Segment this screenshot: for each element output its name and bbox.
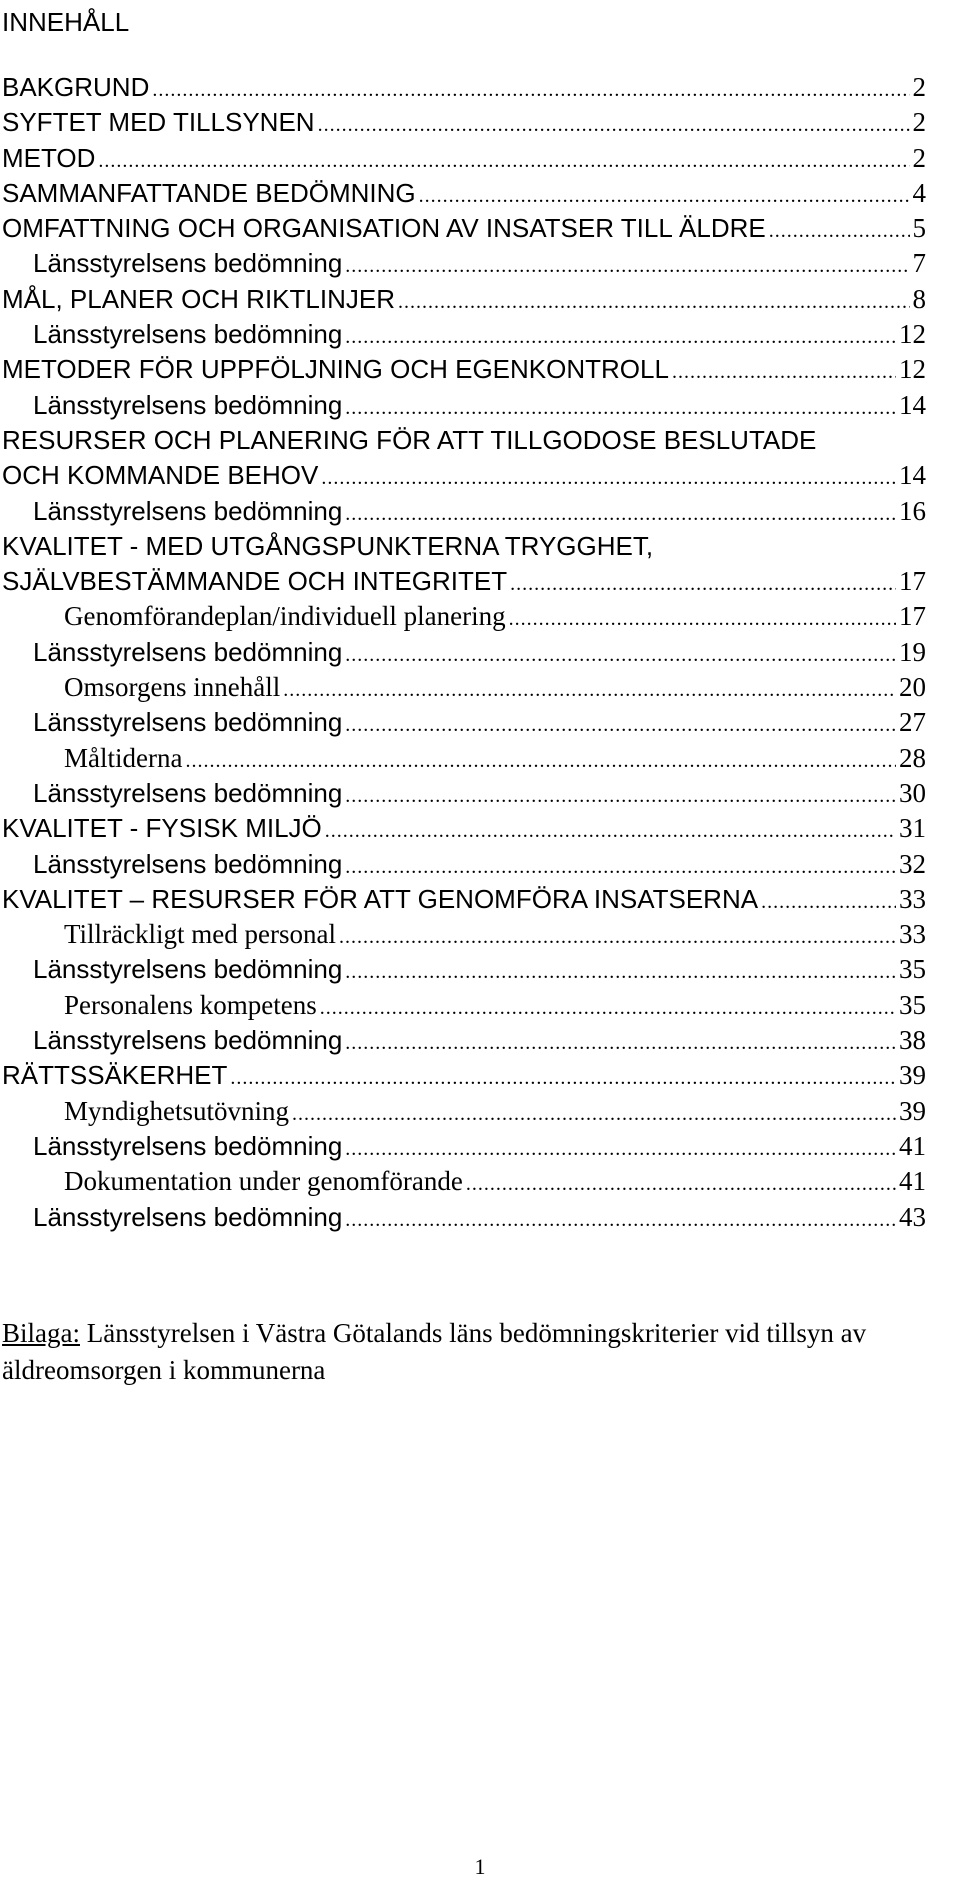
toc-subentry[interactable] <box>2 776 926 811</box>
toc-leader-dots <box>345 497 896 532</box>
toc-entry-page: 8 <box>912 283 926 314</box>
toc-entry-label: Myndighetsutövning <box>64 1095 290 1126</box>
toc-entry[interactable] <box>2 1058 926 1093</box>
toc-entry-last-line <box>2 564 926 599</box>
toc-leader-dots <box>318 108 910 143</box>
toc-entry-page: 16 <box>899 495 926 526</box>
page-number: 1 <box>474 1854 486 1879</box>
toc-leader-dots <box>325 814 896 849</box>
toc-subentry[interactable] <box>2 1023 926 1058</box>
toc-entry-label: Måltiderna <box>64 742 183 773</box>
toc-entry-label: Länsstyrelsens bedömning <box>33 636 343 667</box>
appendix-text: Länsstyrelsen i Västra Götalands läns bedömningskriterier vid tillsyn av äldreomsorgen i kommunerna <box>2 1318 867 1385</box>
toc-entry-page: 35 <box>899 989 926 1020</box>
toc-entry-page: 14 <box>899 460 926 491</box>
toc-entry[interactable] <box>2 176 926 211</box>
toc-subentry[interactable] <box>2 317 926 352</box>
toc-entry-page: 4 <box>912 177 926 208</box>
toc-entry-page: 41 <box>899 1166 926 1197</box>
toc-entry-label: Länsstyrelsens bedömning <box>33 1201 343 1232</box>
toc-entry-page: 20 <box>899 672 926 703</box>
toc-entry-page: 35 <box>899 954 926 985</box>
toc-entry[interactable] <box>2 282 926 317</box>
toc-subentry[interactable] <box>2 494 926 529</box>
toc-leader-dots <box>672 355 896 390</box>
toc-entry-label: Länsstyrelsens bedömning <box>33 389 343 420</box>
toc-entry-label: Länsstyrelsens bedömning <box>33 319 343 350</box>
toc-entry-label: SJÄLVBESTÄMMANDE OCH INTEGRITET <box>2 566 508 597</box>
toc-entry-label: Länsstyrelsens bedömning <box>33 1025 343 1056</box>
toc-entry-page: 2 <box>912 142 926 173</box>
toc-entry-label: RÄTTSSÄKERHET <box>2 1060 228 1091</box>
toc-entry-label: METOD <box>2 142 96 173</box>
toc-entry-label: Tillräckligt med personal <box>64 919 336 950</box>
toc-subentry[interactable] <box>2 635 926 670</box>
toc-leader-dots <box>466 1167 896 1202</box>
appendix-label: Bilaga: <box>2 1318 80 1348</box>
toc-entry-page: 5 <box>912 213 926 244</box>
toc-entry-page: 12 <box>899 354 926 385</box>
toc-leader-dots <box>345 391 896 426</box>
toc-subentry[interactable] <box>2 705 926 740</box>
toc-entry[interactable] <box>2 529 926 600</box>
toc-entry-label: Länsstyrelsens bedömning <box>33 848 343 879</box>
toc-leader-dots <box>419 179 910 214</box>
toc-entry-label: OMFATTNING OCH ORGANISATION AV INSATSER TILL ÄLDRE <box>2 213 766 244</box>
toc-entry-label: BAKGRUND <box>2 72 150 102</box>
toc-entry-label-line1: RESURSER OCH PLANERING FÖR ATT TILLGODOSE BESLUTADE <box>2 424 817 455</box>
toc-leader-dots <box>345 1203 896 1238</box>
toc-entry-page: 43 <box>899 1201 926 1232</box>
toc-entry[interactable] <box>2 423 926 494</box>
toc-entry-label: Genomförandeplan/individuell planering <box>64 601 506 632</box>
table-of-contents <box>2 70 926 1235</box>
toc-leader-dots <box>292 1097 896 1132</box>
toc-entry-last-line <box>2 458 926 493</box>
toc-leader-dots <box>98 144 909 179</box>
toc-entry[interactable] <box>2 352 926 387</box>
toc-entry-page: 27 <box>899 707 926 738</box>
toc-leader-dots <box>345 955 896 990</box>
toc-entry-page: 32 <box>899 848 926 879</box>
toc-subsubentry[interactable] <box>2 741 926 776</box>
toc-subentry[interactable] <box>2 388 926 423</box>
toc-leader-dots <box>345 249 909 284</box>
toc-entry-label: Dokumentation under genomförande <box>64 1166 463 1197</box>
toc-entry[interactable] <box>2 211 926 246</box>
toc-entry-page: 12 <box>899 319 926 350</box>
toc-entry-label: KVALITET - FYSISK MILJÖ <box>2 813 322 844</box>
toc-entry-page: 33 <box>899 883 926 914</box>
toc-entry-label: METODER FÖR UPPFÖLJNING OCH EGENKONTROLL <box>2 354 669 385</box>
toc-subsubentry[interactable] <box>2 670 926 705</box>
toc-entry[interactable] <box>2 70 926 105</box>
toc-subsubentry[interactable] <box>2 599 926 634</box>
toc-leader-dots <box>769 214 910 249</box>
toc-leader-dots <box>761 885 896 920</box>
toc-entry-page: 19 <box>899 636 926 667</box>
toc-entry-label: Omsorgens innehåll <box>64 672 281 703</box>
toc-entry-page: 30 <box>899 777 926 808</box>
toc-entry-page: 31 <box>899 813 926 844</box>
toc-entry[interactable] <box>2 882 926 917</box>
toc-leader-dots <box>152 73 909 108</box>
toc-entry-label: Länsstyrelsens bedömning <box>33 954 343 985</box>
toc-entry[interactable] <box>2 141 926 176</box>
toc-subsubentry[interactable] <box>2 1164 926 1199</box>
toc-entry[interactable] <box>2 105 926 140</box>
toc-entry-page: 39 <box>899 1060 926 1091</box>
toc-leader-dots <box>345 320 896 355</box>
toc-entry-page: 14 <box>899 389 926 420</box>
toc-subentry[interactable] <box>2 1129 926 1164</box>
toc-entry-label: SYFTET MED TILLSYNEN <box>2 107 315 138</box>
toc-subsubentry[interactable] <box>2 1094 926 1129</box>
toc-subsubentry[interactable] <box>2 917 926 952</box>
toc-entry-label-line1: KVALITET - MED UTGÅNGSPUNKTERNA TRYGGHET, <box>2 530 654 561</box>
toc-entry-page: 28 <box>899 742 926 773</box>
toc-leader-dots <box>345 1026 896 1061</box>
appendix-note <box>2 1315 922 1389</box>
toc-subentry[interactable] <box>2 246 926 281</box>
toc-entry-page: 2 <box>912 107 926 138</box>
toc-entry-label: Länsstyrelsens bedömning <box>33 248 343 279</box>
toc-entry-label: OCH KOMMANDE BEHOV <box>2 460 319 491</box>
toc-subentry[interactable] <box>2 1200 926 1235</box>
toc-entry-label: Länsstyrelsens bedömning <box>33 495 343 526</box>
toc-entry[interactable] <box>2 811 926 846</box>
toc-entry-label: Personalens kompetens <box>64 989 317 1020</box>
toc-leader-dots <box>345 638 896 673</box>
toc-entry-label: MÅL, PLANER OCH RIKTLINJER <box>2 283 395 314</box>
toc-leader-dots <box>345 850 896 885</box>
toc-subentry[interactable] <box>2 952 926 987</box>
toc-leader-dots <box>345 708 896 743</box>
toc-entry-label: Länsstyrelsens bedömning <box>33 707 343 738</box>
toc-leader-dots <box>510 567 896 602</box>
toc-entry-page: 39 <box>899 1095 926 1126</box>
toc-entry-page: 7 <box>912 248 926 279</box>
toc-subsubentry[interactable] <box>2 988 926 1023</box>
toc-entry-label: SAMMANFATTANDE BEDÖMNING <box>2 177 416 208</box>
toc-entry-page: 2 <box>912 72 926 102</box>
toc-leader-dots <box>345 1132 896 1167</box>
toc-entry-page: 33 <box>899 919 926 950</box>
toc-leader-dots <box>320 991 896 1026</box>
toc-entry-label: Länsstyrelsens bedömning <box>33 777 343 808</box>
toc-entry-page: 41 <box>899 1130 926 1161</box>
toc-entry-label: KVALITET – RESURSER FÖR ATT GENOMFÖRA INSATSERNA <box>2 883 759 914</box>
toc-leader-dots <box>185 744 896 779</box>
toc-leader-dots <box>283 673 896 708</box>
toc-heading: INNEHÅLL <box>2 7 130 37</box>
toc-leader-dots <box>339 920 896 955</box>
toc-entry-label: Länsstyrelsens bedömning <box>33 1130 343 1161</box>
toc-leader-dots <box>345 779 896 814</box>
toc-leader-dots <box>230 1061 896 1096</box>
toc-entry-page: 17 <box>899 601 926 632</box>
toc-leader-dots <box>509 602 896 637</box>
toc-entry-page: 38 <box>899 1025 926 1056</box>
toc-entry-page: 17 <box>899 566 926 597</box>
toc-leader-dots <box>398 285 910 320</box>
toc-subentry[interactable] <box>2 847 926 882</box>
toc-leader-dots <box>321 461 896 496</box>
